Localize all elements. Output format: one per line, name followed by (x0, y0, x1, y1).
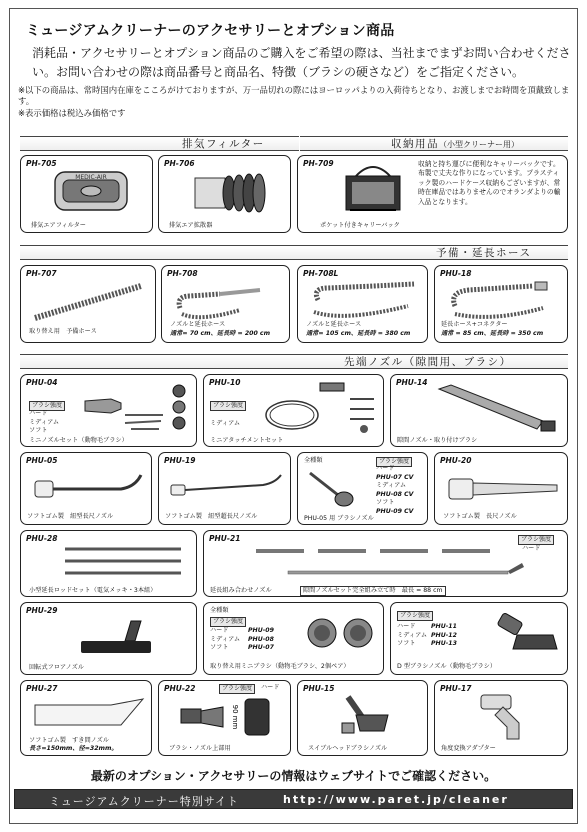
product-code: PHU-27 (26, 684, 58, 693)
product-caption: ミニアタッチメントセット (210, 437, 284, 444)
section-hose (20, 245, 568, 260)
product-card-ph705[interactable] (20, 155, 153, 233)
product-code: PHU-20 (440, 456, 472, 465)
product-caption: ブラシ・ノズル上部用 (169, 745, 231, 752)
product-caption: 取り替え用 予備ホース (29, 328, 97, 335)
product-caption: スイブルヘッドブラシノズル (308, 745, 388, 752)
product-card-phu04[interactable] (20, 374, 197, 447)
angle-adapter-illustration (475, 689, 545, 743)
product-card-phu15[interactable] (297, 680, 428, 756)
brush-hardness-badge: ブラシ強度 (210, 617, 246, 627)
product-caption: 排気エアフィルター (31, 222, 86, 229)
hardness-medium: ミディアム (376, 482, 407, 489)
long-rubber-nozzle-illustration (29, 467, 147, 507)
d-brush-codes (431, 623, 457, 649)
hardness-soft: ソフト (210, 644, 229, 651)
product-card-ph706[interactable] (158, 155, 291, 233)
product-code: PHU-22 (164, 684, 196, 693)
product-caption: ソフトゴム製 すき間ノズル (29, 737, 109, 744)
product-code: PH-708 (167, 269, 198, 278)
product-code: PHU-29 (26, 606, 58, 615)
product-code-medium: PHU-12 (431, 631, 457, 639)
product-card-ph709[interactable] (297, 155, 568, 233)
product-code-soft: PHU-07 (248, 644, 274, 651)
section-exhaust-filter (20, 136, 299, 151)
hardness-list (29, 410, 59, 436)
product-code: PHU-04 (26, 378, 58, 387)
product-code: PHU-10 (209, 378, 241, 387)
product-code: PHU-15 (303, 684, 335, 693)
brush-nozzle-illustration (304, 467, 364, 511)
section-nozzle (20, 354, 568, 369)
product-code-medium: PHU-08 CV (376, 490, 414, 498)
hardness-list (210, 627, 240, 653)
d-brush-illustration (491, 609, 565, 661)
product-caption: ノズルと延長ホース (170, 321, 226, 328)
product-card-phu20[interactable] (434, 452, 568, 525)
product-description: 収納と持ち運びに便利なキャリーバックです。布製で丈夫な作りになっています。プラスティック製のハードケース収納もございますが、常時在庫品ではありませんのでオランダよりの輸入品となります。 (418, 160, 561, 206)
all-types-label: 全種類 (210, 607, 229, 614)
product-card-ph707[interactable] (20, 265, 156, 343)
product-caption: 取り替え用ミニブラシ（動物毛ブラシ、2個ペア） (210, 663, 350, 670)
brush-hardness-badge: ブラシ強度 (210, 401, 246, 411)
product-caption: 回転式フロアノズル (29, 664, 84, 671)
product-spec: 通常= 105 cm、延長時 = 380 cm (306, 330, 411, 337)
hardness-soft: ソフト (29, 427, 48, 434)
mini-nozzle-set-illustration (81, 381, 191, 433)
product-card-phu05[interactable] (20, 452, 152, 525)
hardness-hard: ハード (397, 623, 416, 630)
hose-extension-illustration (170, 278, 285, 320)
product-caption: ミニノズルセット（動物毛ブラシ） (29, 437, 128, 444)
footer-notice: 最新のオプション・アクセサリーの情報はウェブサイトでご確認ください。 (90, 769, 497, 783)
product-code: PHU-18 (440, 269, 472, 278)
product-code: PHU-17 (440, 684, 472, 693)
brush-hardness-badge: ブラシ強度 (518, 535, 554, 545)
exhaust-filter-illustration (51, 166, 131, 216)
product-code: PHU-21 (209, 534, 241, 543)
footer-site-label: ミュージアムクリーナー特別サイト (49, 795, 240, 808)
product-caption: 延長組み合わせノズル (210, 587, 272, 594)
section-storage (300, 136, 568, 151)
product-card-phu07cv[interactable] (297, 452, 428, 525)
hardness-soft: ソフト (397, 640, 416, 647)
product-card-ph708[interactable] (161, 265, 290, 343)
all-types-label: 全種類 (304, 457, 323, 464)
product-caption: ソフトゴム製 紐型超長尺ノズル (165, 513, 258, 520)
crevice-nozzle-illustration (431, 381, 561, 435)
product-caption: ソフトゴム製 紐型長尺ノズル (27, 513, 114, 520)
page-title: ミュージアムクリーナーのアクセサリーとオプション商品 (26, 23, 395, 39)
filter-logo: MEDIC-AIR (75, 174, 107, 181)
rubber-long-nozzle-illustration (443, 469, 563, 507)
product-code-hard: PHU-09 (248, 627, 274, 634)
hardness-medium: ミディアム (29, 418, 60, 426)
rubber-gap-nozzle-illustration (31, 695, 149, 733)
hardness-medium: ミディアム (397, 631, 428, 639)
product-code: PHU-19 (164, 456, 196, 465)
product-spec: 通常= 70 cm、延長時 = 200 cm (170, 330, 271, 337)
hardness-medium: ミディアム (210, 420, 241, 427)
product-card-phu21[interactable] (203, 530, 568, 597)
product-card-phu19[interactable] (158, 452, 291, 525)
product-card-phu22[interactable] (158, 680, 291, 756)
hardness-medium: ミディアム (210, 635, 241, 643)
product-caption: PHU-05 用 ブラシノズル (304, 515, 374, 522)
product-caption: 排気エア拡散器 (169, 222, 213, 229)
hardness-hard: ハード (522, 545, 541, 552)
dimension-label: 90 mm (231, 704, 239, 730)
product-code-hard: PHU-11 (431, 623, 457, 630)
air-diffuser-illustration (189, 168, 271, 218)
product-code: PH-707 (26, 269, 57, 278)
product-code: PH-705 (26, 159, 57, 168)
mini-brushes-illustration (300, 611, 380, 655)
hardness-list (397, 623, 427, 649)
section-hose-title: 予備・延長ホース (436, 247, 532, 259)
hardness-hard: ハード (261, 684, 280, 691)
product-code: PHU-28 (26, 534, 58, 543)
swivel-brush-illustration (328, 689, 408, 741)
carry-bag-illustration (338, 162, 408, 222)
product-card-phu18[interactable] (434, 265, 568, 343)
product-caption: 小型延長ロッドセット（電気メッキ・3本組） (29, 587, 157, 594)
brush-hardness-badge: ブラシ強度 (29, 401, 65, 411)
product-caption: 角度変換アダプター (441, 745, 496, 752)
mini-brush-codes (248, 627, 274, 653)
floor-nozzle-illustration (61, 617, 171, 657)
intro-text: 消耗品・アクセサリーとオプション商品のご購入をご希望の際は、当社までまずお問い合わせください。お問い合わせの際は商品番号と商品名、特徴（ブラシの硬さなど）をご指定ください。 (32, 46, 571, 79)
product-card-phu28[interactable] (20, 530, 197, 597)
hardness-hard: ハード (29, 410, 48, 417)
product-caption: 延長ホース+コネクター (441, 321, 508, 328)
product-caption: ノズルと延長ホース (306, 321, 362, 328)
footer-url-link[interactable]: http://www.paret.jp/cleaner (283, 793, 509, 806)
hardness-hard: ハード (210, 627, 229, 634)
stock-note: ※以下の商品は、常時国内在庫をこころがけておりますが、万一品切れの際にはヨーロッパよりの入荷待ちとなり、お渡しまでお時間を頂戴致します。 (18, 85, 570, 106)
product-code: PHU-05 (26, 456, 58, 465)
hardness-soft: ソフト (376, 499, 395, 506)
product-code-hard: PHU-07 CV (376, 473, 414, 481)
hardness-hard: ハード (376, 465, 395, 472)
product-code-medium: PHU-08 (248, 635, 274, 643)
hardness-codes (376, 465, 413, 516)
mini-attachment-set-illustration (262, 379, 380, 435)
product-card-phu11[interactable] (390, 602, 568, 675)
brush-hardness-badge: ブラシ強度 (376, 457, 412, 467)
product-code: PH-706 (164, 159, 195, 168)
product-caption: D 型ブラシノズル（動物毛ブラシ） (397, 663, 497, 670)
section-exhaust-title: 排気フィルター (182, 138, 265, 150)
product-card-phu29[interactable] (20, 602, 197, 675)
product-card-ph708l[interactable] (297, 265, 428, 343)
hose-connector-illustration (443, 278, 563, 320)
spare-hose-illustration (29, 278, 149, 323)
product-card-phu14[interactable] (390, 374, 568, 447)
brush-hardness-badge: ブラシ強度 (219, 684, 255, 694)
product-code: PH-708L (303, 269, 339, 278)
product-spec: 通常 = 85 cm、延長時 = 350 cm (441, 330, 544, 337)
extension-rods-illustration (61, 541, 191, 583)
section-nozzle-title: 先端ノズル（隙間用、ブラシ） (344, 356, 512, 368)
product-caption: ポケット付きキャリーバック (320, 222, 400, 229)
product-card-phu10[interactable] (203, 374, 384, 447)
tax-note: ※表示価格は税込み価格です (18, 108, 126, 118)
footer-bar (14, 789, 573, 809)
product-code-soft: PHU-09 CV (376, 507, 414, 515)
product-code-soft: PHU-13 (431, 640, 457, 647)
brush-nozzle-top-illustration (175, 695, 285, 741)
product-card-phu27[interactable] (20, 680, 152, 756)
long-hose-illustration (304, 278, 422, 320)
product-spec: 隙間ノズルセット完全組み立て時 最長 = 88 cm (300, 586, 446, 596)
extension-nozzle-set-illustration (252, 543, 532, 579)
section-storage-subtitle: （小型クリーナー用） (439, 140, 519, 149)
product-card-phu17[interactable] (434, 680, 568, 756)
product-caption: 隙間ノズル・取り付けブラシ (397, 437, 478, 444)
product-card-phu09[interactable] (203, 602, 384, 675)
brush-hardness-badge: ブラシ強度 (397, 611, 433, 621)
extra-long-nozzle-illustration (167, 469, 287, 507)
product-spec: 長さ=150mm、径=32mm。 (29, 745, 118, 752)
product-caption: ソフトゴム製 長尺ノズル (443, 513, 517, 520)
section-storage-title: 収納用品 (391, 138, 439, 150)
product-code: PH-709 (303, 159, 334, 168)
product-code: PHU-14 (396, 378, 428, 387)
